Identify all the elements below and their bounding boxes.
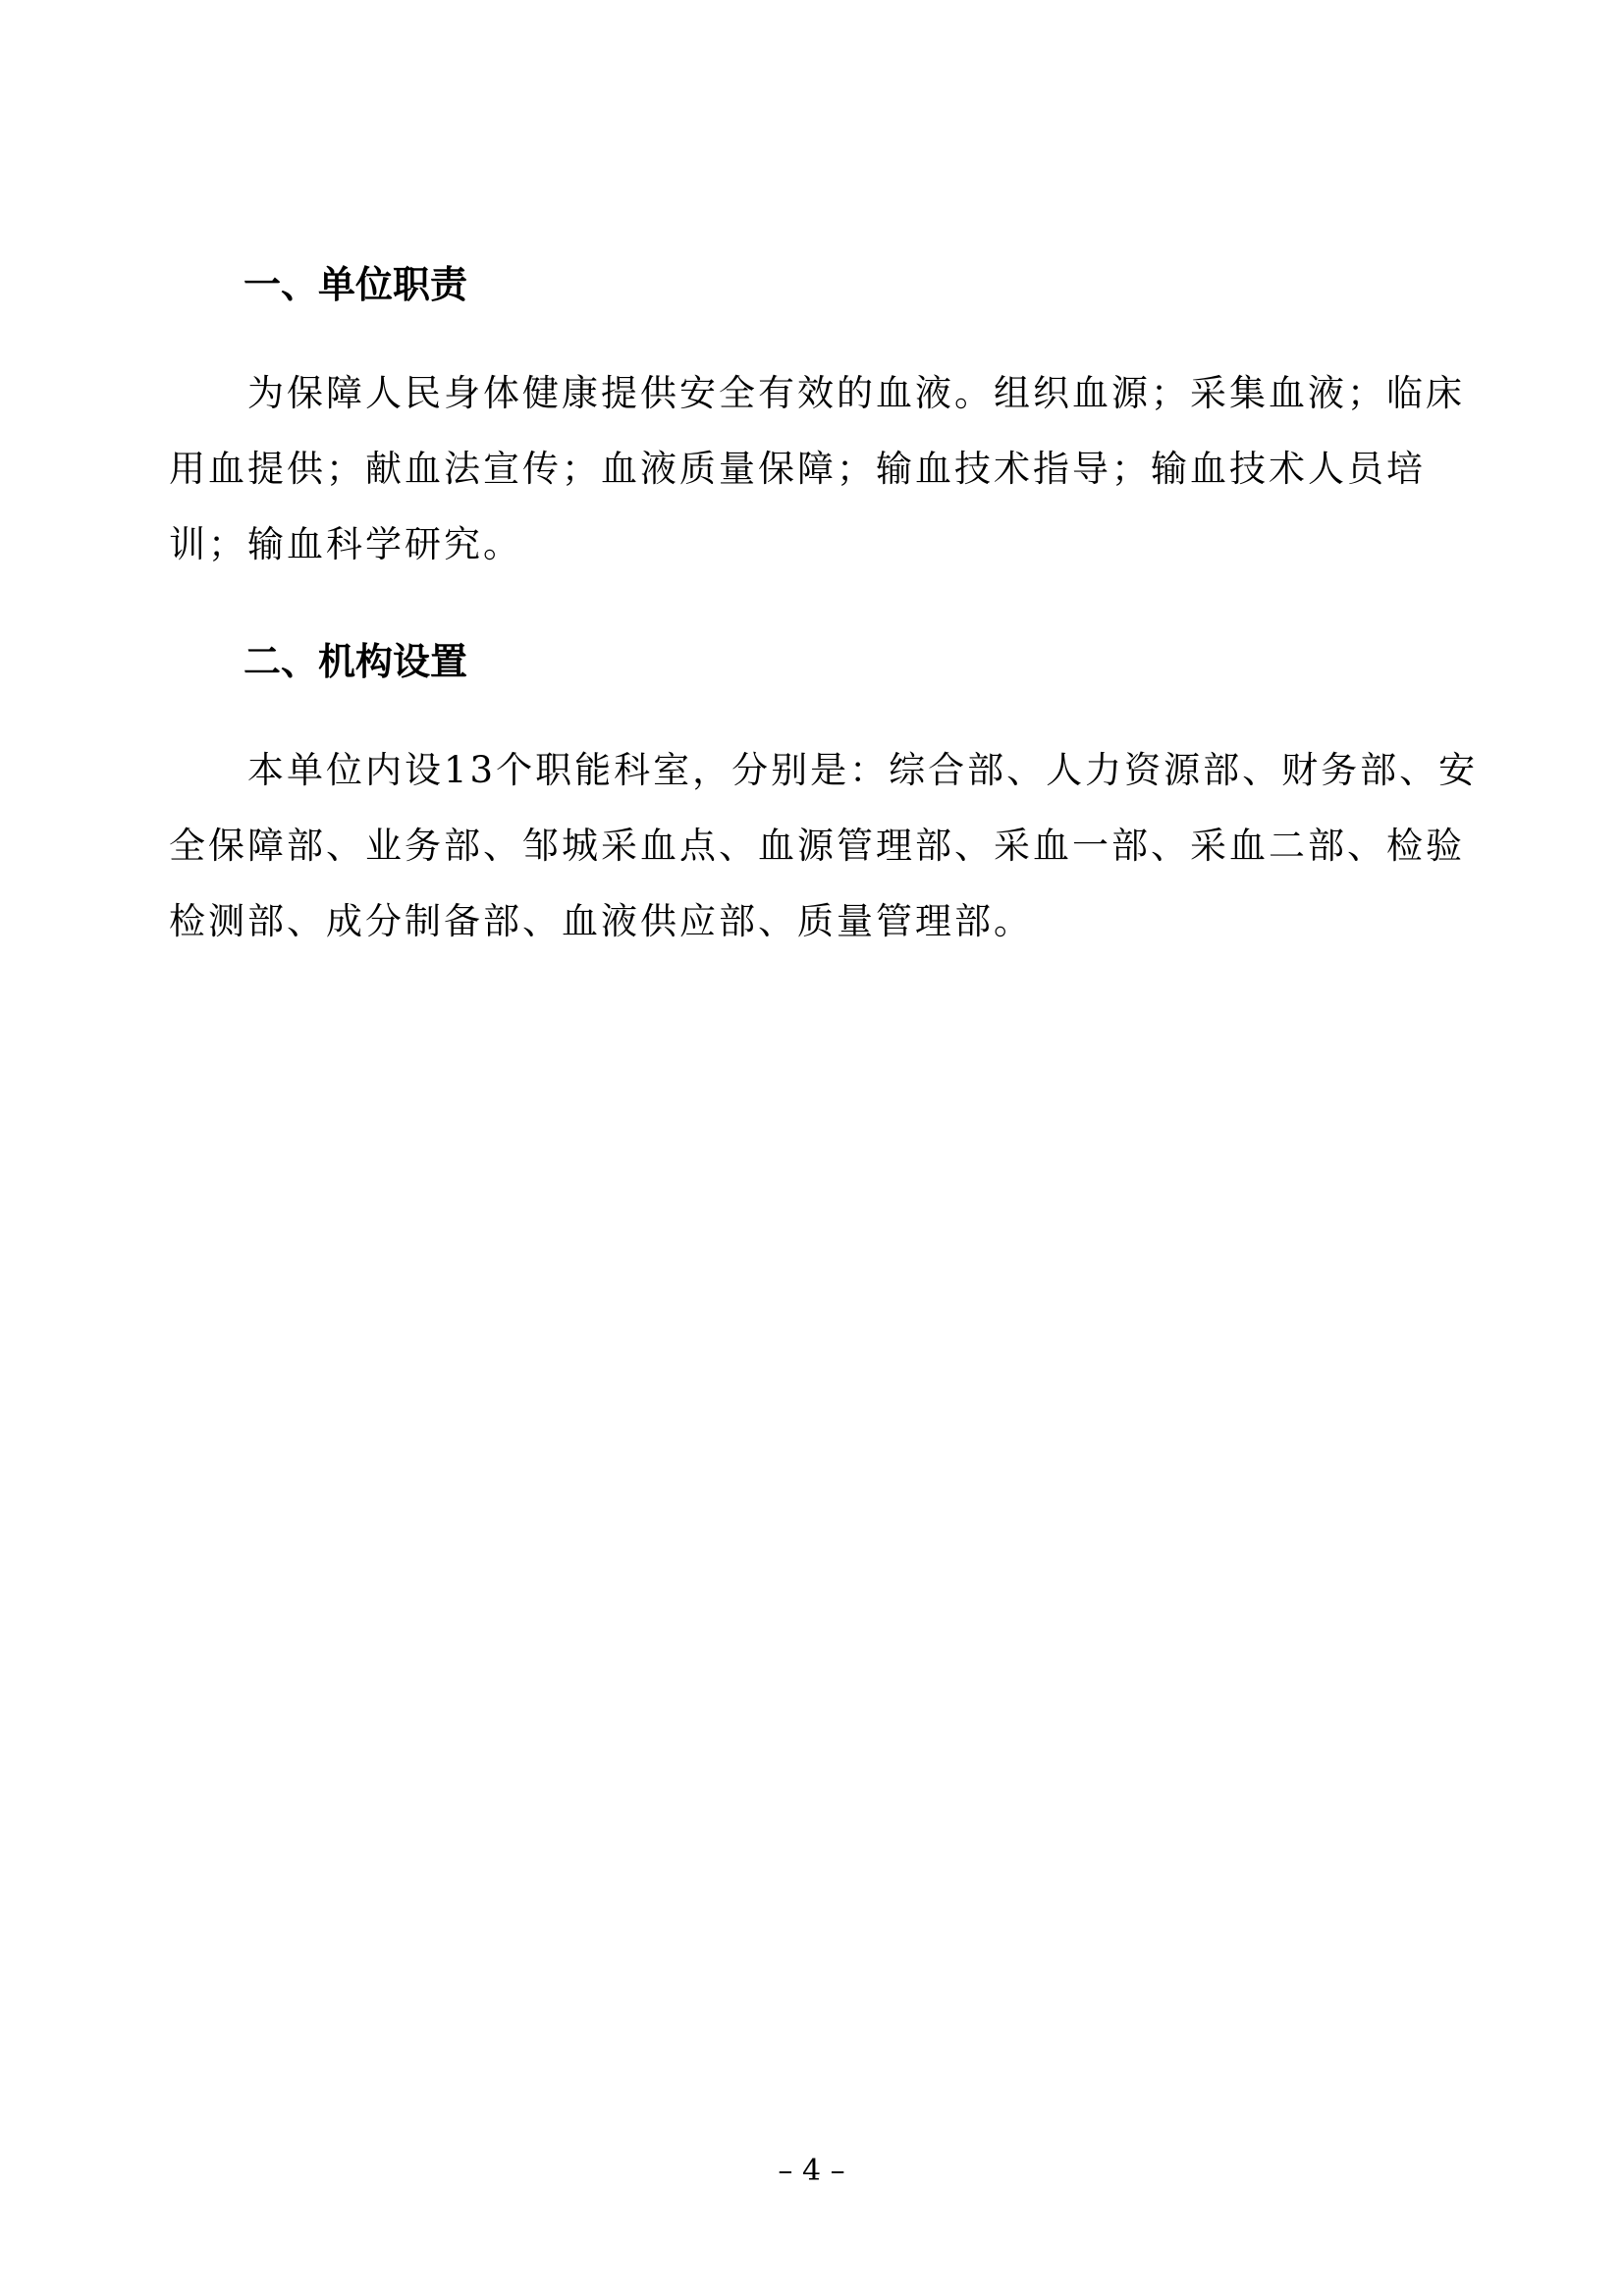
section-heading-duties: 一、单位职责 — [243, 263, 468, 306]
paragraph-line: 本单位内设13个职能科室，分别是：综合部、人力资源部、财务部、安 — [169, 749, 1479, 791]
section-paragraph-organization — [169, 732, 1479, 959]
page-number: – 4 – — [778, 2154, 845, 2188]
section-heading-organization: 二、机构设置 — [243, 640, 468, 683]
paragraph-line: 训；输血科学研究。 — [169, 523, 522, 565]
paragraph-line: 用血提供；献血法宣传；血液质量保障；输血技术指导；输血技术人员培 — [169, 448, 1426, 490]
paragraph-line: 检测部、成分制备部、血液供应部、质量管理部。 — [169, 900, 1033, 942]
section-paragraph-duties — [169, 355, 1465, 582]
paragraph-line: 为保障人民身体健康提供安全有效的血液。组织血源；采集血液；临床 — [169, 372, 1465, 414]
paragraph-line: 全保障部、业务部、邹城采血点、血源管理部、采血一部、采血二部、检验 — [169, 825, 1465, 867]
